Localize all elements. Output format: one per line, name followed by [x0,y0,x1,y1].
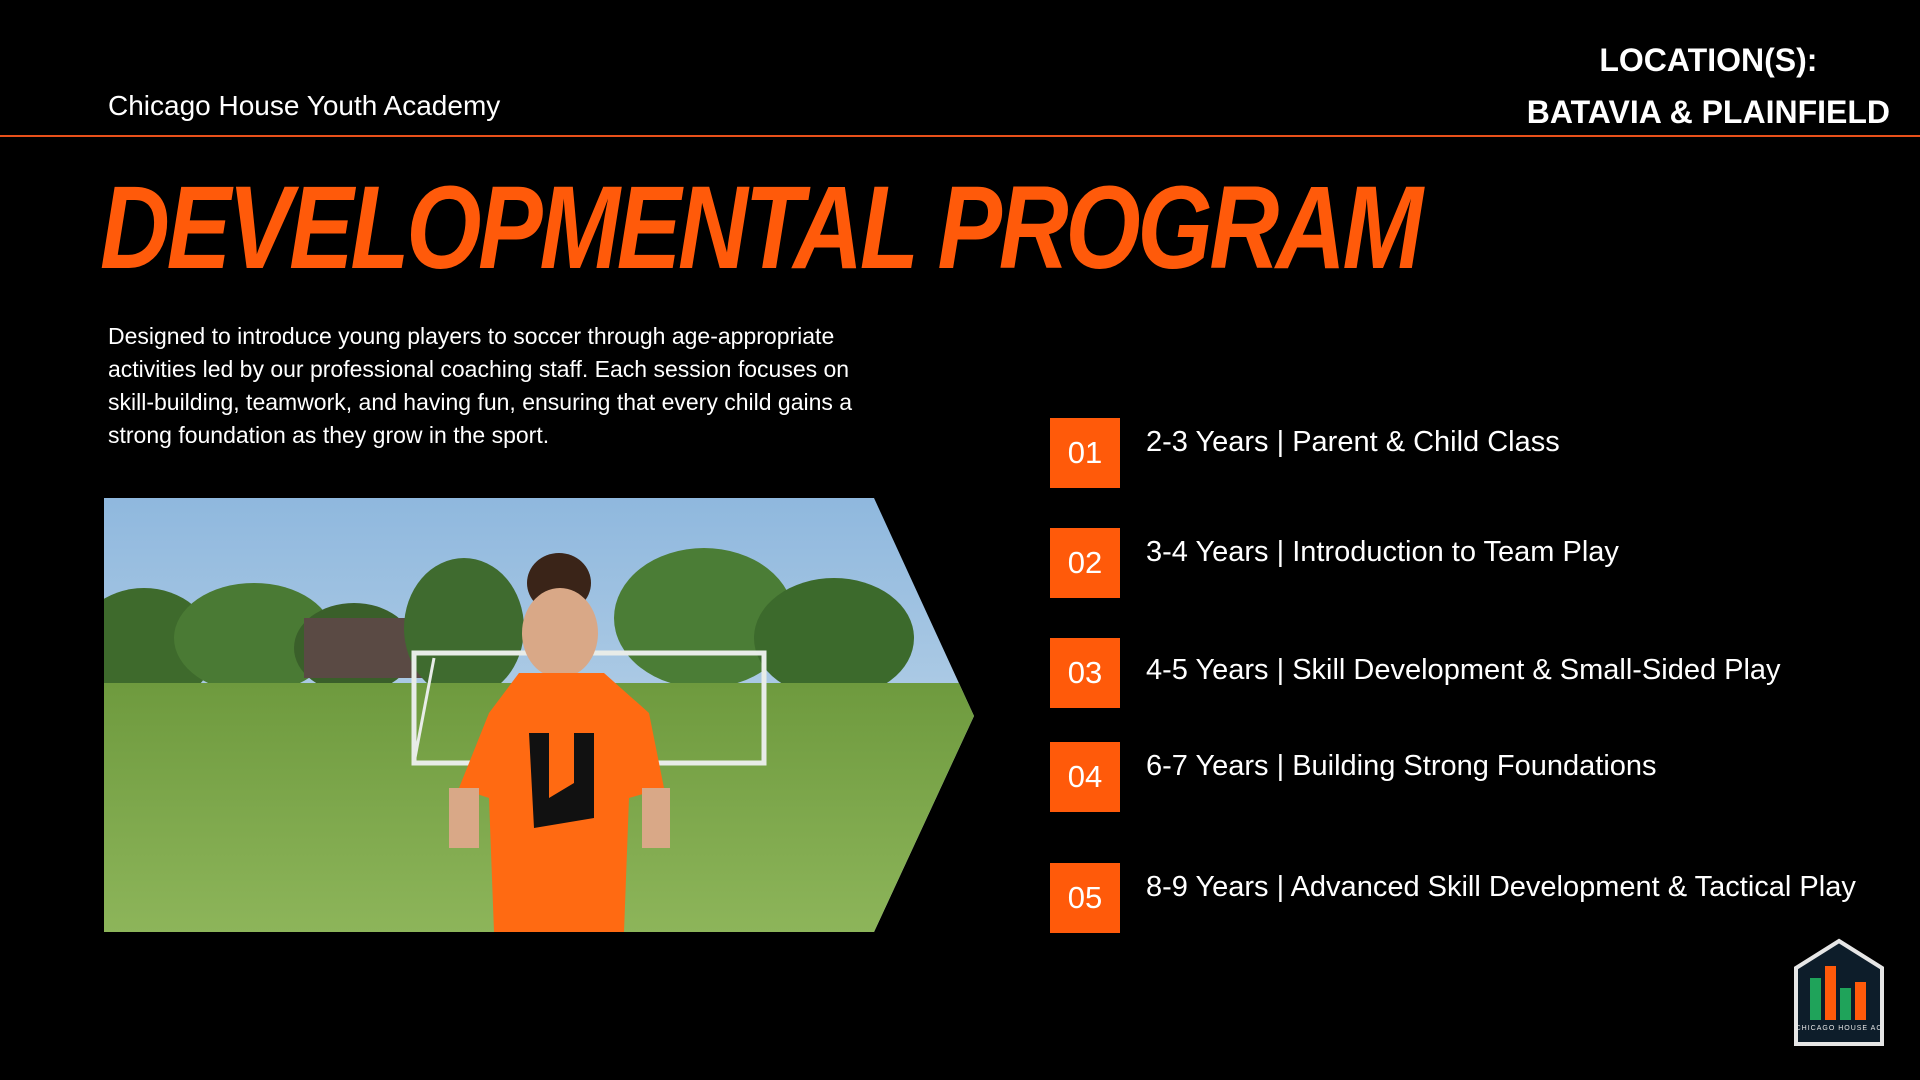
program-item [1050,863,1910,933]
program-number-badge: 03 [1050,638,1120,708]
program-label: 2-3 Years | Parent & Child Class [1146,426,1560,458]
page-title: DEVELOPMENTAL PROGRAM [100,162,1420,294]
logo-text: CHICAGO HOUSE AC [1795,1025,1883,1032]
program-list [1050,0,1910,1080]
program-number-badge: 01 [1050,418,1120,488]
house-crest-icon [1792,938,1886,1048]
program-item [1050,638,1910,708]
hero-photo-image [104,498,974,932]
program-description: Designed to introduce young players to soccer through age-appropriate activities led by our professional coaching staff. Each session focuses on skill-building, teamwork, and having fun, ensuring that every child gains a strong foundation as they grow in the sport. [108,323,853,448]
club-logo [1792,938,1886,1048]
location-label: LOCATION(S): [1599,42,1818,78]
program-item [1050,528,1910,598]
program-number-badge: 05 [1050,863,1120,933]
location-value: BATAVIA & PLAINFIELD [1526,94,1890,130]
program-label: 6-7 Years | Building Strong Foundations [1146,750,1657,782]
program-label: 3-4 Years | Introduction to Team Play [1146,536,1619,568]
program-number-badge: 02 [1050,528,1120,598]
program-number-badge: 04 [1050,742,1120,812]
academy-name: Chicago House Youth Academy [108,90,501,121]
program-item [1050,742,1910,812]
hero-photo [104,498,974,932]
program-label: 8-9 Years | Advanced Skill Development & Tactical Play [1146,871,1856,903]
program-label: 4-5 Years | Skill Development & Small-Sided Play [1146,654,1781,686]
program-item [1050,418,1910,488]
